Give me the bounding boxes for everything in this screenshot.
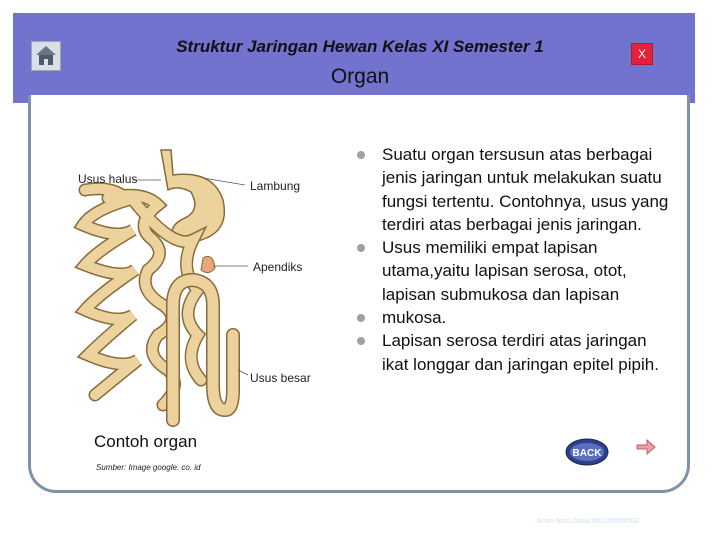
label-lambung: Lambung (250, 179, 301, 193)
list-item: mukosa. (355, 306, 675, 329)
figure-source: Sumber: Image google. co. id (96, 463, 201, 472)
page-title: Struktur Jaringan Hewan Kelas XI Semester 1 (176, 37, 544, 56)
bullet-list (355, 143, 675, 376)
figure-caption: Contoh organ (94, 432, 198, 451)
digestive-organ-illustration (73, 130, 343, 430)
list-item: Usus memiliki empat lapisan utama,yaitu lapisan serosa, otot, lapisan submukosa dan lapisan (355, 236, 675, 306)
close-icon: X (637, 47, 646, 61)
title-divider (93, 95, 637, 99)
bullet-icon (357, 314, 365, 322)
label-usus-besar: Usus besar (250, 371, 311, 385)
list-item: Suatu organ tersusun atas berbagai jenis jaringan untuk melakukan suatu fungsi tertentu. Contohnya, usus yang terdiri atas berbagai jenis jaringan. (355, 143, 675, 236)
back-button-icon (565, 438, 609, 466)
bullet-icon (357, 337, 365, 345)
bullet-icon (357, 244, 365, 252)
label-usus-halus: Usus halus (78, 172, 138, 186)
close-button[interactable] (631, 43, 653, 65)
slide-subtitle: Organ (330, 65, 390, 88)
title-banner (13, 13, 695, 103)
bullet-icon (357, 151, 365, 159)
back-button[interactable] (565, 438, 609, 466)
list-item: Lapisan serosa terdiri atas jaringan ikat longgar dan jaringan epitel pipih. (355, 329, 675, 376)
right-arrow-icon (635, 437, 657, 457)
next-button[interactable] (635, 437, 657, 457)
footer-credit: Arum Nuril Zaroa 081000000000 (537, 518, 639, 525)
label-apendiks: Apendiks (253, 260, 303, 274)
back-label: BACK (572, 448, 602, 459)
